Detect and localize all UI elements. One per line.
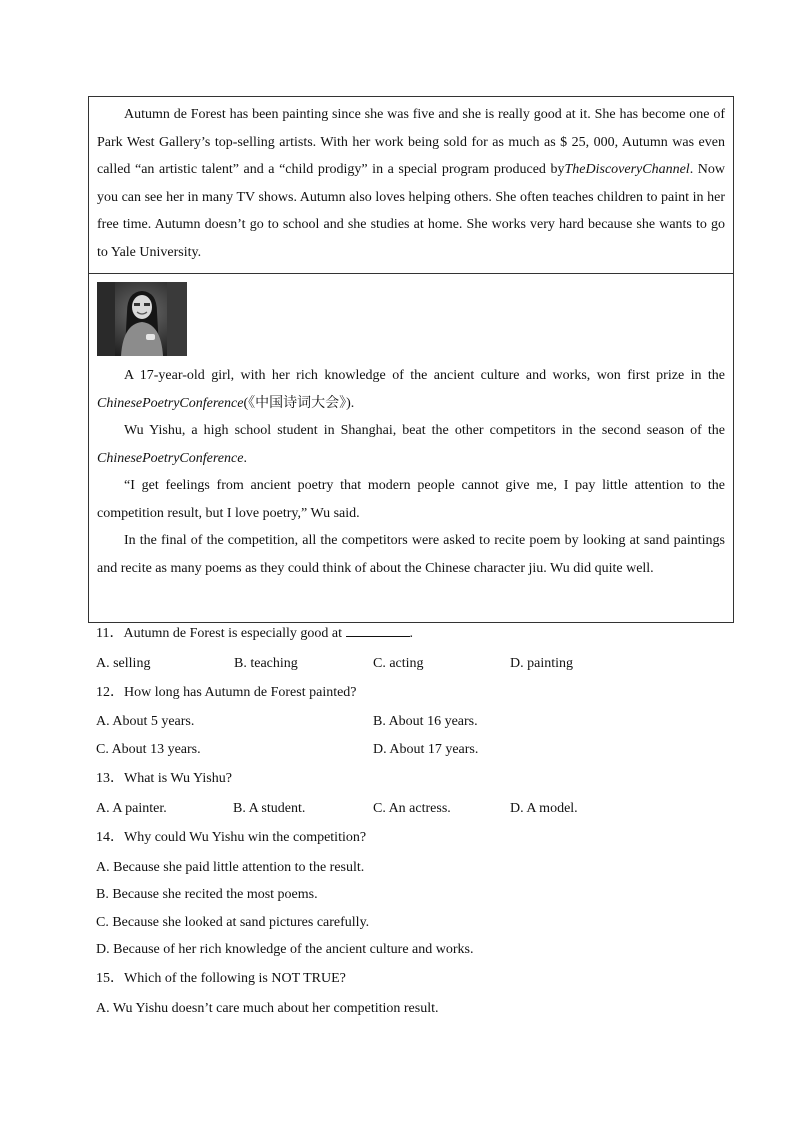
passage-wu-p2-text: Wu Yishu, a high school student in Shanghai, beat the other competitors in the second season of the [124, 423, 725, 438]
passage-autumn-text-end: . Now you can see her in many TV shows. Autumn also loves helping others. She often teaches children to paint in her free time. Autumn doesn’t go to school and she studies at home. She works very hard because she wants to go to Yale University. [97, 162, 725, 260]
show-name-chinese: (《中国诗词大会》). [243, 395, 355, 411]
question-11-text: 11．Autumn de Forest is especially good at [96, 626, 346, 641]
passage-wu-p4: In the final of the competition, all the competitors were asked to recite poem by looking at sand paintings and recite as many poems as they could think of about the Chinese character jiu. Wu did quite well. [97, 533, 725, 576]
option-13-a[interactable]: A. A painter. [96, 801, 167, 816]
question-11-end: . [409, 626, 413, 641]
option-12-d[interactable]: D. About 17 years. [373, 742, 479, 757]
show-name: ChinesePoetryConference [97, 395, 244, 411]
passage-wu-p1 [97, 362, 725, 417]
option-14-a[interactable]: A. Because she paid little attention to the result. [96, 860, 365, 875]
passage-wu-p3: “I get feelings from ancient poetry that modern people cannot give me, I pay little attention to the competition result, but I love poetry,” Wu said. [97, 478, 725, 521]
answer-blank[interactable] [346, 624, 410, 637]
question-12: 12．How long has Autumn de Forest painted? [96, 685, 357, 700]
passage-autumn [97, 101, 725, 266]
option-12-c[interactable]: C. About 13 years. [96, 742, 201, 757]
passage-box-wu-yishu [88, 273, 734, 623]
question-13: 13．What is Wu Yishu? [96, 771, 232, 786]
option-14-d[interactable]: D. Because of her rich knowledge of the ancient culture and works. [96, 942, 474, 957]
option-13-c[interactable]: C. An actress. [373, 801, 451, 816]
show-name-2: ChinesePoetryConference [97, 450, 244, 466]
girl-photo [97, 282, 187, 356]
option-13-d[interactable]: D. A model. [510, 801, 578, 816]
option-11-c[interactable]: C. acting [373, 656, 424, 671]
passage-wu-p1-text: A 17-year-old girl, with her rich knowledge of the ancient culture and works, won first prize in the [124, 368, 725, 383]
option-11-d[interactable]: D. painting [510, 656, 573, 671]
question-11 [96, 624, 413, 644]
question-15: 15．Which of the following is NOT TRUE? [96, 971, 346, 986]
passage-box-autumn [88, 96, 734, 274]
option-14-b[interactable]: B. Because she recited the most poems. [96, 887, 318, 902]
question-14: 14．Why could Wu Yishu win the competition? [96, 830, 367, 845]
option-13-b[interactable]: B. A student. [233, 801, 306, 816]
option-12-a[interactable]: A. About 5 years. [96, 714, 195, 729]
passage-autumn-text: Autumn de Forest has been painting since she was five and she is really good at it. She has become one of Park West Gallery’s top-selling artists. With her work being sold for as much as $ 25, 000, Autumn was even called “an artistic talent” and a “child prodigy” in a special program produced by [97, 107, 725, 177]
passage-wu-p2-end: . [243, 450, 247, 466]
option-12-b[interactable]: B. About 16 years. [373, 714, 478, 729]
passage-wu-p2 [97, 417, 725, 472]
program-name: TheDiscoveryChannel [564, 162, 690, 177]
option-15-a[interactable]: A. Wu Yishu doesn’t care much about her competition result. [96, 1001, 439, 1016]
option-11-b[interactable]: B. teaching [234, 656, 298, 671]
option-14-c[interactable]: C. Because she looked at sand pictures carefully. [96, 915, 370, 930]
option-11-a[interactable]: A. selling [96, 656, 151, 671]
